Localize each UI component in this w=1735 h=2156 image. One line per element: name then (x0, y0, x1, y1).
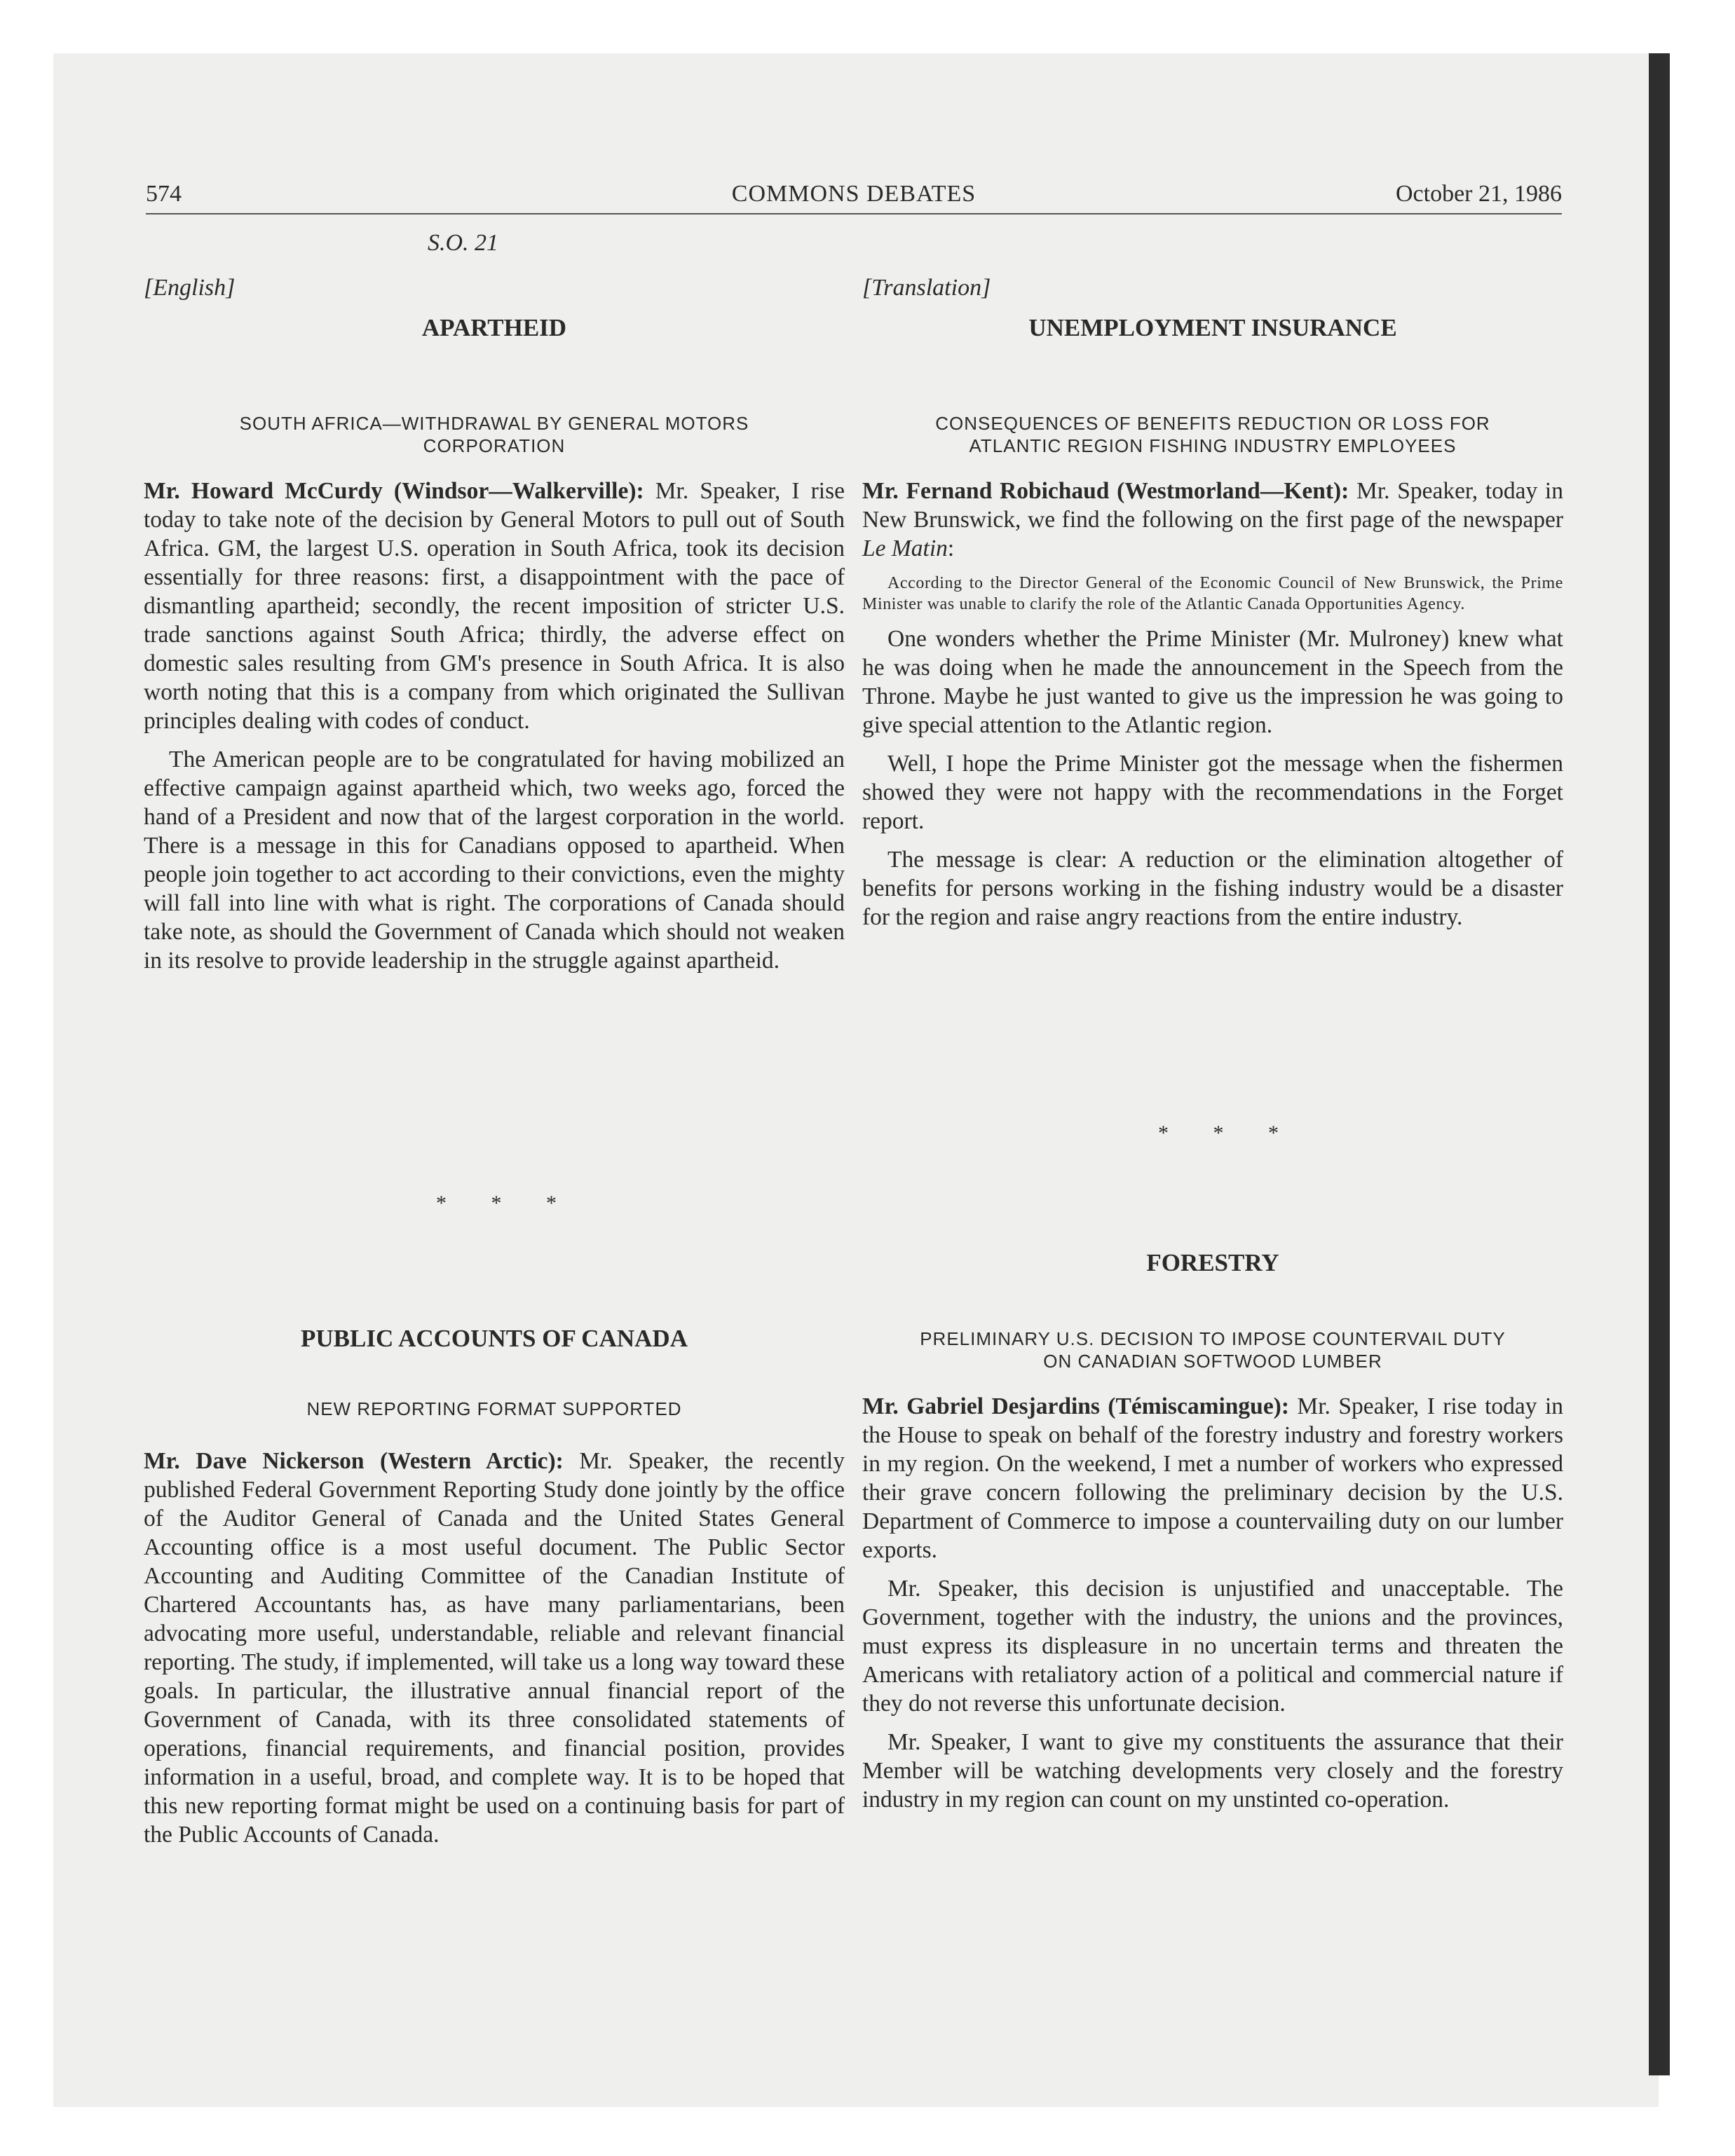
speech-paragraph: The American people are to be congratulated for having mobilized an effective campaign against apartheid which, two weeks ago, forced the hand of a President and now that of the largest corporation in the world. There is a message in this for Canadians opposed to apartheid. When people join together to act according to their convictions, even the mighty will fall into line with what is right. The corporations of Canada should take note, as should the Government of Canada which should not weaken in its resolve to provide leadership in the struggle against apartheid. (144, 746, 845, 974)
language-tag: [English] (144, 275, 236, 301)
section-separator: * * * (1158, 1121, 1298, 1145)
subheading-line: CORPORATION (423, 435, 566, 456)
subheading-line: ATLANTIC REGION FISHING INDUSTRY EMPLOYEES (969, 435, 1457, 456)
speech-text: Mr. Speaker, I rise today to take note of the decision by General Motors to pull out of South Africa. GM, the largest U.S. operation in South Africa, took its decision essentially for three reasons: first, a disappointment with the pace of dismantling apartheid; secondly, the recent imposition of stricter U.S. trade sanctions against South Africa; thirdly, the adverse effect on domestic sales resulting from GM's presence in South Africa. It is also worth noting that this is a company from which originated the Sullivan principles dealing with codes of conduct. (144, 478, 845, 734)
speaker-name: Mr. Gabriel Desjardins (Témiscamingue): (862, 1393, 1289, 1419)
section-heading: APARTHEID (421, 314, 567, 341)
page-number: 574 (146, 181, 182, 207)
subheading-line: PRELIMINARY U.S. DECISION TO IMPOSE COUNTERVAIL DUTY (920, 1328, 1506, 1349)
speech-paragraph (862, 1392, 1563, 1564)
speech-text: Mr. Speaker, the recently published Federal Government Reporting Study done jointly by the office of the Auditor General of Canada and the United States General Accounting office is a most useful document. The Public Sector Accounting and Auditing Committee of the Canadian Institute of Chartered Accountants has, as have many parliamentarians, been advocating more useful, understandable, reliable and relevant financial reporting. The study, if implemented, will take us a long way toward these goals. In particular, the illustrative annual financial report of the Government of Canada, with its three consolidated statements of operations, financial requirements, and financial position, provides information in a useful, broad, and complete way. It is to be hoped that this new reporting format might be used on a continuing basis for part of the Public Accounts of Canada. (144, 1448, 845, 1848)
language-tag: [Translation] (862, 275, 991, 301)
section-separator: * * * (436, 1192, 576, 1215)
subheading-line: SOUTH AFRICA—WITHDRAWAL BY GENERAL MOTORS (239, 413, 749, 434)
forestry-section (862, 1249, 1563, 1814)
left-column-top (144, 275, 845, 301)
right-column-top (862, 275, 1563, 301)
subheading-line: ON CANADIAN SOFTWOOD LUMBER (1043, 1351, 1382, 1372)
section-subheading (862, 1328, 1563, 1372)
section-subheading (144, 412, 845, 457)
apartheid-section (144, 314, 845, 975)
speech-paragraph (862, 477, 1563, 563)
page-date: October 21, 1986 (1395, 181, 1562, 207)
binding-edge (1649, 53, 1670, 2075)
page-header (146, 179, 1562, 214)
speaker-name: Mr. Howard McCurdy (Windsor—Walkerville): (144, 478, 644, 504)
speech-text: : (947, 535, 955, 561)
speaker-name: Mr. Dave Nickerson (Western Arctic): (144, 1448, 564, 1474)
subheading-line: CONSEQUENCES OF BENEFITS REDUCTION OR LOSS FOR (935, 413, 1490, 434)
speech-paragraph (144, 477, 845, 735)
speech-paragraph: Well, I hope the Prime Minister got the message when the fishermen showed they were not happy with the recommendations in the Forget report. (862, 751, 1563, 834)
unemployment-insurance-section (862, 314, 1563, 932)
public-accounts-section (144, 1325, 845, 1849)
section-subheading (862, 412, 1563, 457)
publication-title: COMMONS DEBATES (731, 181, 977, 207)
speech-paragraph: Mr. Speaker, this decision is unjustified and unacceptable. The Government, together with the industry, the unions and the provinces, must express its displeasure in no uncertain terms and threaten the Americans with retaliatory action of a political and commercial nature if they do not reverse this unfortunate decision. (862, 1576, 1563, 1717)
section-heading: FORESTRY (1146, 1249, 1279, 1276)
standing-order-label: S.O. 21 (428, 230, 499, 256)
section-subheading: NEW REPORTING FORMAT SUPPORTED (306, 1398, 682, 1419)
speech-paragraph: One wonders whether the Prime Minister (Mr. Mulroney) knew what he was doing when he made the announcement in the Speech from the Throne. Maybe he just wanted to give us the impression he was going to give special attention to the Atlantic region. (862, 626, 1563, 738)
speaker-name: Mr. Fernand Robichaud (Westmorland—Kent): (862, 478, 1349, 504)
section-heading: UNEMPLOYMENT INSURANCE (1028, 314, 1397, 341)
speech-paragraph: Mr. Speaker, I want to give my constituents the assurance that their Member will be watching developments very closely and the forestry industry in my region can count on my unstinted co-operation. (862, 1729, 1563, 1813)
speech-text: Mr. Speaker, today in New Brunswick, we find the following on the first page of the newspaper (862, 478, 1563, 533)
speech-paragraph (144, 1447, 845, 1849)
section-heading: PUBLIC ACCOUNTS OF CANADA (301, 1325, 688, 1352)
speech-paragraph: The message is clear: A reduction or the elimination altogether of benefits for persons working in the fishing industry would be a disaster for the region and raise angry reactions from the entire industry. (862, 847, 1563, 930)
newspaper-title: Le Matin (862, 535, 948, 561)
quoted-passage: According to the Director General of the Economic Council of New Brunswick, the Prime Minister was unable to clarify the role of the Atlantic Canada Opportunities Agency. (862, 574, 1563, 613)
speech-text: Mr. Speaker, I rise today in the House to speak on behalf of the forestry industry and forestry workers in my region. On the weekend, I met a number of workers who expressed their grave concern following the preliminary decision by the U.S. Department of Commerce to impose a countervailing duty on our lumber exports. (862, 1393, 1563, 1563)
